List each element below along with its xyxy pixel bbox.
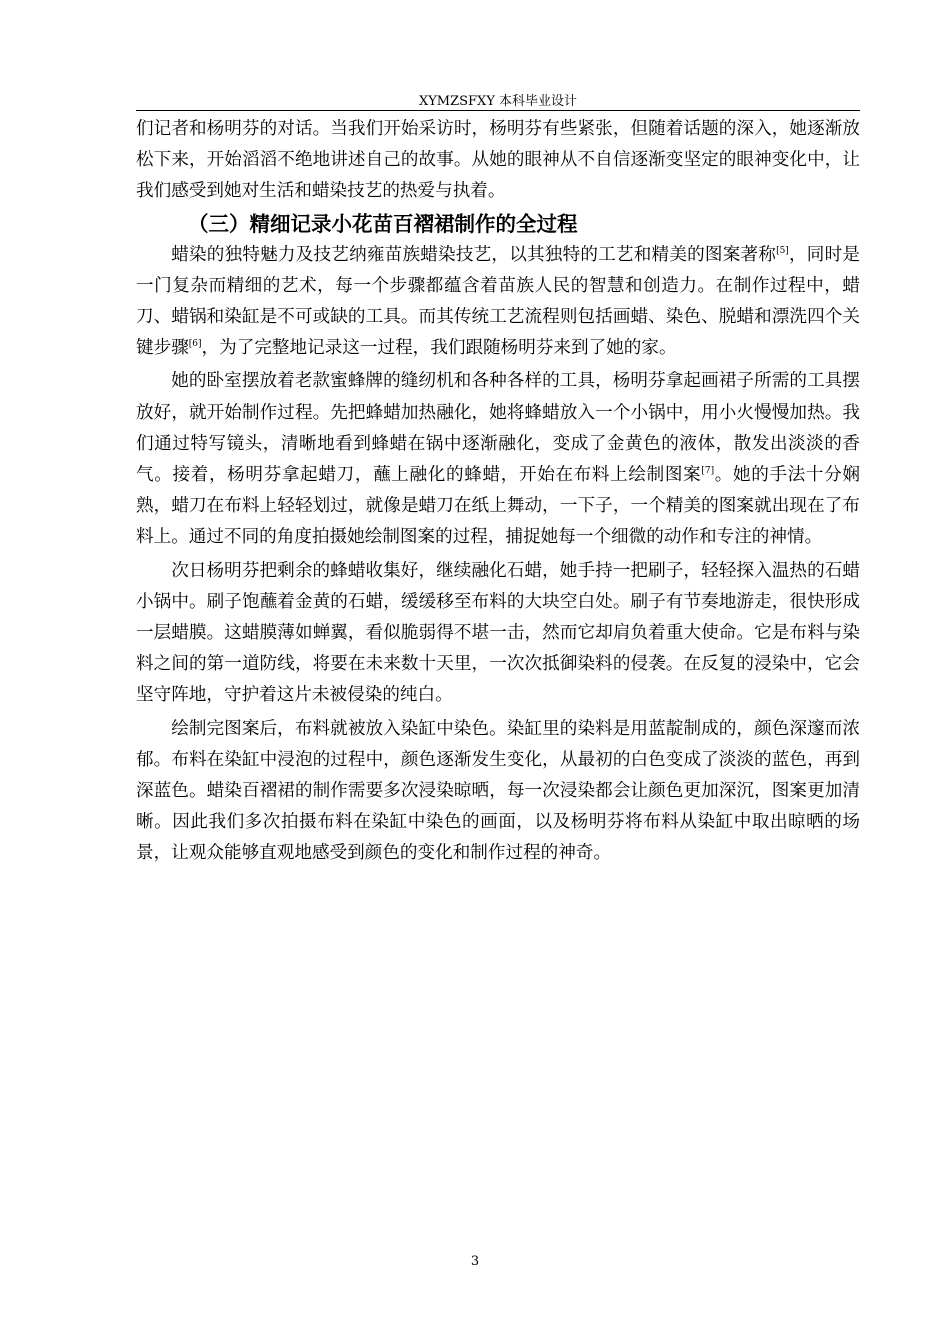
paragraph-3: 次日杨明芬把剩余的蜂蜡收集好，继续融化石蜡，她手持一把刷子，轻轻探入温热的石蜡小锅中。刷子饱蘸着金黄的石蜡，缓缓移至布料的大块空白处。刷子有节奏地游走，很快形成一层蜡膜。这蜡膜薄如蝉翼，看似脆弱得不堪一击，然而它却肩负着重大使命。它是布料与染料之间的第一道防线，将要在未来数十天里，一次次抵御染料的侵袭。在反复的浸染中，它会坚守阵地，守护着这片未被侵染的纯白。 bbox=[136, 560, 860, 706]
paragraph-2-text-a: 她的卧室摆放着老款蜜蜂牌的缝纫机和各种各样的工具，杨明芬拿起画裙子所需的工具摆放好，就开始制作过程。先把蜂蜡加热融化，她将蜂蜡放入一个小锅中，用小火慢慢加热。我们通过特写镜头，清晰地看到蜂蜡在锅中逐渐融化，变成了金黄色的液体，散发出淡淡的香气。接着，杨明芬拿起蜡刀，蘸上融化的蜂蜡，开始在布料上绘制图案 bbox=[136, 371, 860, 486]
paragraph-2 bbox=[136, 366, 860, 553]
document-body bbox=[136, 114, 860, 870]
paragraph-1 bbox=[136, 240, 860, 365]
citation-5: [5] bbox=[776, 245, 789, 256]
section-heading: （三）精细记录小花苗百褶裙制作的全过程 bbox=[188, 211, 578, 236]
citation-7: [7] bbox=[701, 466, 715, 477]
citation-6: [6] bbox=[188, 339, 202, 350]
running-header: XYMZSFXY 本科毕业设计 bbox=[418, 94, 578, 109]
paragraph-1-text-b: ，同时是一门复杂而精细的艺术，每一个步骤都蕴含着苗族人民的智慧和创造力。在制作过程中，蜡刀、蜡锅和染缸是不可或缺的工具。而其传统工艺流程则包括画蜡、染色、脱蜡和漂洗四个关键步骤 bbox=[136, 244, 860, 359]
paragraph-2-text-b: 。她的手法十分娴熟，蜡刀在布料上轻轻划过，就像是蜡刀在纸上舞动，一下子，一个精美的图案就出现在了布料上。通过不同的角度拍摄她绘制图案的过程，捕捉她每一个细微的动作和专注的神情。 bbox=[136, 465, 860, 548]
paragraph-1-text-a: 蜡染的独特魅力及技艺纳雍苗族蜡染技艺，以其独特的工艺和精美的图案著称 bbox=[171, 244, 777, 265]
paragraph-4: 绘制完图案后，布料就被放入染缸中染色。染缸里的染料是用蓝靛制成的，颜色深邃而浓郁。布料在染缸中浸泡的过程中，颜色逐渐发生变化，从最初的白色变成了淡淡的蓝色，再到深蓝色。蜡染百褶裙的制作需要多次浸染晾晒，每一次浸染都会让颜色更加深沉，图案更加清晰。因此我们多次拍摄布料在染缸中染色的画面，以及杨明芬将布料从染缸中取出晾晒的场景，让观众能够直观地感受到颜色的变化和制作过程的神奇。 bbox=[136, 718, 860, 864]
page-number: 3 bbox=[470, 1254, 480, 1269]
paragraph-continued: 们记者和杨明芬的对话。当我们开始采访时，杨明芬有些紧张，但随着话题的深入，她逐渐放松下来，开始滔滔不绝地讲述自己的故事。从她的眼神从不自信逐渐变坚定的眼神变化中，让我们感受到她对生活和蜡染技艺的热爱与执着。 bbox=[136, 119, 860, 202]
header-rule bbox=[136, 110, 860, 111]
paragraph-1-text-c: ，为了完整地记录这一过程，我们跟随杨明芬来到了她的家。 bbox=[201, 338, 677, 359]
